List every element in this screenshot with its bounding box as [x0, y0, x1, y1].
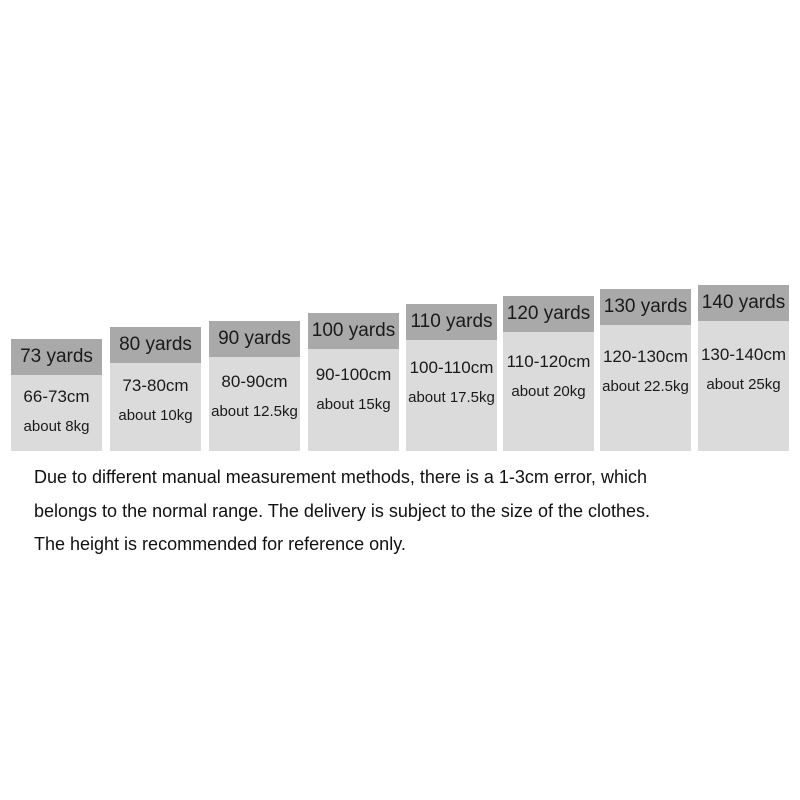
- weight-range: about 8kg: [23, 418, 90, 435]
- size-bar-90-yards: [209, 321, 300, 451]
- weight-range: about 10kg: [118, 407, 193, 424]
- size-label: 120 yards: [503, 296, 594, 332]
- height-range: 110-120cm: [506, 352, 591, 371]
- size-bar-body: [600, 325, 691, 451]
- size-bar-body: [11, 375, 102, 451]
- size-bar-body: [110, 363, 201, 451]
- size-bar-100-yards: [308, 313, 399, 451]
- disclaimer-line-3: The height is recommended for reference only.: [34, 534, 406, 554]
- height-range: 120-130cm: [602, 347, 689, 366]
- height-range: 73-80cm: [122, 376, 189, 395]
- size-bar-body: [209, 357, 300, 451]
- weight-range: about 25kg: [706, 376, 781, 393]
- disclaimer-line-1: Due to different manual measurement methods, there is a 1-3cm error, which: [34, 467, 647, 487]
- size-bar-body: [503, 332, 594, 451]
- height-range: 130-140cm: [700, 345, 787, 364]
- size-bar-body: [308, 349, 399, 451]
- measurement-disclaimer: [34, 461, 774, 562]
- size-bar-body: [698, 321, 789, 451]
- size-label: 80 yards: [110, 327, 201, 363]
- size-label: 90 yards: [209, 321, 300, 357]
- weight-range: about 15kg: [316, 396, 391, 413]
- size-label: 140 yards: [698, 285, 789, 321]
- height-range: 90-100cm: [315, 365, 392, 384]
- size-bar-73-yards: [11, 339, 102, 451]
- height-range: 100-110cm: [409, 358, 494, 377]
- weight-range: about 22.5kg: [602, 378, 689, 395]
- size-label: 110 yards: [406, 304, 497, 340]
- disclaimer-line-2: belongs to the normal range. The delivery is subject to the size of the clothes.: [34, 500, 651, 521]
- size-label: 100 yards: [308, 313, 399, 349]
- size-bar-110-yards: [406, 304, 497, 451]
- size-bar-140-yards: [698, 285, 789, 451]
- size-label: 73 yards: [11, 339, 102, 375]
- size-label: 130 yards: [600, 289, 691, 325]
- weight-range: about 12.5kg: [211, 403, 298, 420]
- height-range: 66-73cm: [23, 387, 90, 406]
- weight-range: about 17.5kg: [408, 389, 495, 406]
- height-range: 80-90cm: [221, 372, 288, 391]
- weight-range: about 20kg: [511, 383, 586, 400]
- size-bar-80-yards: [110, 327, 201, 451]
- size-bar-body: [406, 340, 497, 451]
- size-bar-130-yards: [600, 289, 691, 451]
- size-bar-120-yards: [503, 296, 594, 451]
